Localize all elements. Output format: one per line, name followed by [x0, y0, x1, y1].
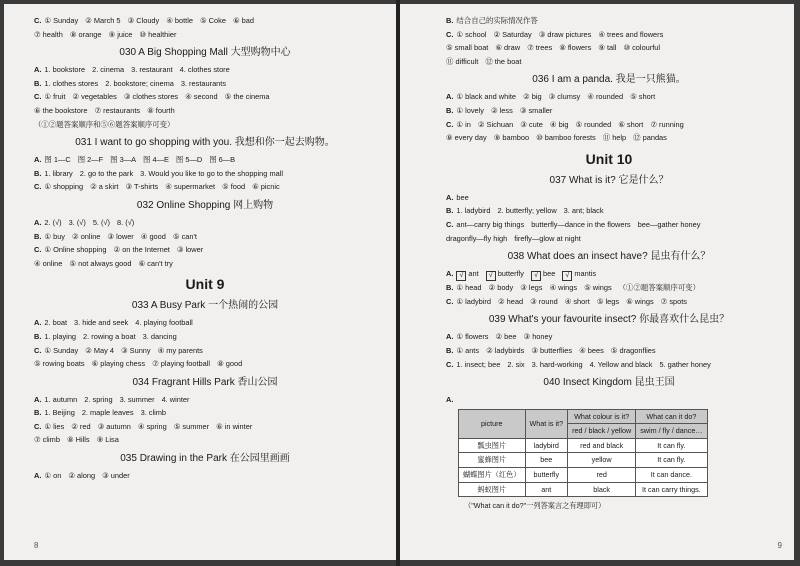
- answer-line: [446, 393, 772, 407]
- answer-item: ③ autumn: [97, 421, 131, 431]
- answer-item: 3. ant; black: [563, 206, 604, 216]
- answer-item: ② less: [490, 105, 513, 115]
- answer-item: 3. restaurants: [180, 78, 227, 88]
- answer-item: ④ bees: [579, 345, 604, 355]
- left-answers: [34, 14, 376, 483]
- answer-item: ① buy: [44, 231, 66, 241]
- answer-line: [446, 90, 772, 104]
- table-cell: red and black: [568, 438, 636, 453]
- answer-item: ① on: [44, 471, 62, 481]
- answer-line: [446, 330, 772, 344]
- table-header: What colour is it?: [568, 409, 636, 424]
- answer-item: ⑩ bamboo forests: [536, 133, 596, 143]
- answer-item: ⑦ running: [650, 119, 684, 129]
- table-row: [459, 438, 708, 453]
- answer-item: 图 6—B: [209, 155, 236, 165]
- answer-item: ⑤ the cinema: [224, 92, 270, 102]
- answer-item: 4. winter: [161, 394, 190, 404]
- checked-option: [562, 267, 596, 281]
- answer-item: 1. Beijing: [44, 408, 75, 418]
- answer-line: [446, 131, 772, 145]
- answer-item: ⑤ short: [630, 92, 656, 102]
- answer-item: ① shopping: [44, 182, 84, 192]
- answer-item: ④ online: [34, 258, 63, 268]
- answer-line: [446, 55, 772, 69]
- answer-line: [446, 295, 772, 309]
- answer-item: ⑤ rounded: [575, 119, 612, 129]
- answer-item: ② May 4: [85, 345, 114, 355]
- answer-item: 2. bookstore; cinema: [105, 78, 174, 88]
- answer-item: ⑥ the bookstore: [34, 105, 88, 115]
- answer-item: ③ Cloudy: [127, 16, 160, 25]
- answer-label: A.: [446, 332, 454, 342]
- option-label: ant: [468, 269, 479, 279]
- answer-label: C.: [34, 245, 42, 255]
- answer-item: 3. hide and seek: [74, 318, 129, 328]
- option-label: bee: [542, 269, 556, 279]
- answer-item: 3. summer: [119, 394, 155, 404]
- answer-item: bee: [456, 192, 469, 202]
- answer-item: ① flowers: [456, 332, 489, 342]
- answer-item: ② on the Internet: [113, 245, 170, 255]
- answer-item: ② a skirt: [90, 182, 119, 192]
- answer-item: ④ big: [549, 119, 569, 129]
- answer-item: 2. cinema: [92, 65, 125, 75]
- section-title: 034 Fragrant Hills Park 香山公园: [132, 376, 278, 388]
- checked-option: [531, 267, 555, 281]
- answer-item: ④ good: [140, 231, 166, 241]
- answer-label: C.: [34, 421, 42, 431]
- answer-line: [34, 243, 376, 257]
- answer-item: ② big: [523, 92, 542, 102]
- answer-item: ⑦ restaurants: [94, 105, 141, 115]
- answer-line: [34, 330, 376, 344]
- section-title: 037 What is it? 它是什么？: [549, 174, 669, 186]
- answer-item: ⑧ fourth: [147, 105, 175, 115]
- answer-item: 2. butterfly; yellow: [497, 206, 557, 216]
- answer-line: [34, 153, 376, 167]
- answer-item: （①②题答案顺序可变）: [618, 283, 700, 293]
- checkbox-answer-row: [446, 267, 772, 281]
- answer-item: ③ draw pictures: [538, 29, 592, 39]
- answer-item: ③ round: [530, 296, 558, 306]
- answer-item: ① ladybird: [456, 296, 491, 306]
- checkmark-icon: √: [562, 271, 572, 281]
- answer-line: [34, 257, 376, 271]
- answer-label: C.: [446, 296, 454, 306]
- answer-item: ③ honey: [523, 332, 553, 342]
- answer-item: ① Online shopping: [44, 245, 107, 255]
- section-title: 035 Drawing in the Park 在公园里画画: [120, 453, 290, 465]
- answer-item: 1. ladybird: [456, 206, 491, 216]
- answer-item: ② bee: [495, 332, 517, 342]
- answer-item: butterfly—dance in the flowers: [531, 219, 631, 229]
- answer-item: bee—gather honey: [637, 219, 701, 229]
- answer-item: ① lovely: [456, 105, 484, 115]
- answer-item: ② red: [71, 421, 91, 431]
- table-cell: 蜜蜂图片: [459, 453, 526, 468]
- answer-item: ③ legs: [520, 283, 543, 293]
- right-page: [400, 4, 794, 560]
- answer-line: [446, 41, 772, 55]
- table-cell: black: [568, 482, 636, 497]
- answer-label: C.: [446, 29, 454, 39]
- answer-item: ⑫ the boat: [485, 56, 522, 66]
- answer-label: A.: [34, 471, 42, 481]
- answer-item: ① fruit: [44, 92, 66, 102]
- answer-label: B.: [446, 283, 454, 293]
- answer-label: A.: [34, 318, 42, 328]
- answer-line: [34, 14, 376, 28]
- checked-option: [486, 267, 524, 281]
- answer-item: ⑧ every day: [446, 133, 487, 143]
- answer-label: C.: [446, 119, 454, 129]
- answer-label: B.: [34, 231, 42, 241]
- table-cell: 瓢虫图片: [459, 438, 526, 453]
- answer-item: ① lies: [44, 421, 65, 431]
- answer-line: [446, 218, 772, 232]
- answer-item: ② vegetables: [72, 92, 117, 102]
- answer-item: ⑤ can't: [172, 231, 197, 241]
- answer-item: ⑦ climb: [34, 435, 60, 445]
- checkmark-icon: √: [456, 271, 466, 281]
- answer-line: [34, 77, 376, 91]
- answer-item: 2. spring: [84, 394, 113, 404]
- answer-item: 结合自己的实际情况作答: [456, 16, 538, 25]
- answer-item: ⑩ healthier: [139, 29, 177, 39]
- checked-option: [456, 267, 478, 281]
- answer-item: 1. autumn: [44, 394, 78, 404]
- answer-item: ⑥ wings: [626, 296, 654, 306]
- answer-label: A.: [34, 394, 42, 404]
- answer-line: [446, 232, 772, 246]
- answer-item: ③ Sunny: [120, 345, 151, 355]
- answer-item: 4. Yellow and black: [589, 359, 653, 369]
- answer-item: ⑥ short: [618, 119, 644, 129]
- answer-item: 2. (√): [44, 217, 62, 227]
- right-answers: [446, 14, 772, 513]
- page-number-right: 9: [777, 541, 782, 550]
- answer-item: 1. insect; bee: [456, 359, 501, 369]
- answer-label: C.: [446, 359, 454, 369]
- answer-item: ⑦ playing football: [152, 359, 211, 369]
- answer-item: ② online: [72, 231, 101, 241]
- answer-item: firefly—glow at night: [514, 233, 581, 243]
- answer-line: [446, 14, 772, 28]
- answer-line: [446, 344, 772, 358]
- answer-line: [34, 433, 376, 447]
- answer-item: 图 2—F: [77, 155, 104, 165]
- answer-item: ③ lower: [176, 245, 204, 255]
- left-page: [4, 4, 396, 560]
- answer-label: B.: [446, 345, 454, 355]
- answer-line: [446, 118, 772, 132]
- answer-item: 2. go to the park: [79, 168, 134, 178]
- table-row: [459, 453, 708, 468]
- answer-line: [34, 216, 376, 230]
- table-cell: 蝴蝶图片（红色）: [459, 468, 526, 483]
- answer-item: ④ wings: [549, 283, 578, 293]
- table-cell: ladybird: [525, 438, 568, 453]
- answer-item: 2. six: [507, 359, 525, 369]
- answer-item: ⑥ can't try: [138, 258, 173, 268]
- answer-item: 4. clothes store: [179, 65, 230, 75]
- answer-item: ⑨ Lisa: [96, 435, 119, 445]
- answer-item: 图 4—E: [143, 155, 169, 165]
- answer-item: 3. Would you like to go to the shopping mall: [140, 168, 284, 178]
- answer-item: ④ bottle: [166, 16, 193, 25]
- answer-item: ① Sunday: [44, 345, 79, 355]
- table-subheader: red / black / yellow: [568, 424, 636, 439]
- answer-line: [34, 180, 376, 194]
- answer-label: A.: [34, 155, 42, 165]
- answer-item: ⑫ pandas: [633, 133, 667, 143]
- answer-item: ant—carry big things: [456, 219, 525, 229]
- answer-item: ④ spring: [137, 421, 167, 431]
- answer-item: ⑪ difficult: [446, 56, 479, 66]
- answer-item: ⑨ tall: [598, 43, 617, 53]
- answer-line: [446, 358, 772, 372]
- answer-item: 图 1—C: [44, 155, 71, 165]
- answer-item: ⑤ dragonflies: [610, 345, 656, 355]
- answer-item: 1. bookstore: [44, 65, 86, 75]
- answer-item: ② Sichuan: [477, 119, 514, 129]
- answer-item: ④ trees and flowers: [598, 29, 664, 39]
- answer-item: ③ smaller: [519, 105, 553, 115]
- answer-item: ⑤ Coke: [200, 16, 226, 25]
- table-cell: It can carry things.: [636, 482, 707, 497]
- answer-label: B.: [446, 105, 454, 115]
- answer-item: ① black and white: [456, 92, 517, 102]
- table-cell: red: [568, 468, 636, 483]
- table-header: What is it?: [525, 409, 568, 438]
- answer-label: C.: [34, 182, 42, 192]
- answer-item: ② Saturday: [493, 29, 532, 39]
- answer-item: ⑧ flowers: [559, 43, 592, 53]
- checkmark-icon: √: [531, 271, 541, 281]
- answer-item: ⑥ bad: [232, 16, 254, 25]
- answer-item: 5. (√): [92, 217, 111, 227]
- answer-label: B.: [446, 206, 454, 216]
- answer-item: 2. rowing a boat: [83, 331, 136, 341]
- answer-item: ⑥ in winter: [216, 421, 253, 431]
- right-mid-block: [446, 281, 772, 407]
- answer-label: A.: [446, 395, 454, 405]
- answer-item: 图 5—D: [175, 155, 203, 165]
- answer-item: ② head: [497, 296, 524, 306]
- answer-item: ⑥ playing chess: [91, 359, 146, 369]
- section-title: 036 I am a panda. 我是一只熊猫。: [532, 74, 686, 86]
- table-cell: It can fly.: [636, 453, 707, 468]
- answer-item: 8. (√): [117, 217, 135, 227]
- answer-label: A.: [446, 192, 454, 202]
- answer-item: dragonfly—fly high: [446, 233, 508, 243]
- answer-label: C.: [34, 92, 42, 102]
- answer-item: ⑤ small boat: [446, 43, 489, 53]
- answer-line: [34, 357, 376, 371]
- answer-item: ③ lower: [107, 231, 134, 241]
- answer-line: [446, 281, 772, 295]
- answer-item: ① school: [456, 29, 487, 39]
- table-note: （"What can it do?"一列答案言之有理即可）: [464, 501, 606, 511]
- answer-label: A.: [446, 269, 454, 279]
- answer-item: ④ my parents: [157, 345, 203, 355]
- option-label: butterfly: [497, 269, 524, 279]
- answer-item: ⑤ not always good: [69, 258, 132, 268]
- answer-item: 2. boat: [44, 318, 68, 328]
- answer-line: [34, 118, 376, 132]
- answer-item: ⑦ health: [34, 29, 63, 39]
- answer-item: ② March 5: [85, 16, 121, 25]
- answer-item: ⑤ wings: [584, 283, 612, 293]
- answer-label: A.: [34, 65, 42, 75]
- answer-line: [446, 204, 772, 218]
- answer-item: ④ rounded: [587, 92, 624, 102]
- answer-label: A.: [446, 92, 454, 102]
- answer-item: ⑦ spots: [660, 296, 687, 306]
- answer-line: [34, 104, 376, 118]
- answer-item: 3. restaurant: [131, 65, 173, 75]
- answer-item: ④ short: [564, 296, 590, 306]
- answer-line: [34, 316, 376, 330]
- answer-item: ⑤ legs: [596, 296, 620, 306]
- answer-item: 3. hard-working: [531, 359, 583, 369]
- answer-item: ⑤ rowing boats: [34, 359, 85, 369]
- answer-item: 图 3—A: [110, 155, 137, 165]
- section-title: 038 What does an insect have? 昆虫有什么？: [507, 251, 711, 263]
- answer-item: ③ under: [102, 471, 130, 481]
- section-title: 031 I want to go shopping with you. 我想和你一起去购物。: [75, 137, 335, 149]
- answer-item: ④ second: [185, 92, 218, 102]
- table-cell: bee: [525, 453, 568, 468]
- answer-item: ③ T-shirts: [125, 182, 159, 192]
- answer-label: B.: [446, 16, 454, 25]
- answer-item: ⑪ help: [602, 133, 627, 143]
- answer-line: [34, 469, 376, 483]
- answer-item: ③ clothes stores: [123, 92, 179, 102]
- answer-label: C.: [34, 16, 42, 25]
- page-number-left: 8: [34, 541, 39, 550]
- answer-item: ⑧ orange: [69, 29, 102, 39]
- answer-item: 1. playing: [44, 331, 77, 341]
- answer-label: C.: [446, 219, 454, 229]
- answer-item: ⑧ good: [217, 359, 243, 369]
- answer-line: [446, 104, 772, 118]
- answer-line: [34, 393, 376, 407]
- answer-item: ③ cute: [520, 119, 543, 129]
- answer-label: C.: [34, 345, 42, 355]
- answer-line: [34, 344, 376, 358]
- answer-item: 3. climb: [140, 408, 167, 418]
- answer-item: ③ clumsy: [548, 92, 581, 102]
- answer-item: ① ants: [456, 345, 480, 355]
- answer-item: 1. library: [44, 168, 73, 178]
- table-row: [459, 482, 708, 497]
- answer-item: ① Sunday: [44, 16, 79, 25]
- answer-line: [34, 406, 376, 420]
- answer-item: ⑥ draw: [495, 43, 521, 53]
- answer-line: [34, 420, 376, 434]
- option-label: mantis: [574, 269, 597, 279]
- answer-item: 3. dancing: [142, 331, 177, 341]
- answer-line: [34, 230, 376, 244]
- table-cell: ant: [525, 482, 568, 497]
- answer-item: ① head: [456, 283, 482, 293]
- answer-item: ⑨ juice: [108, 29, 133, 39]
- answer-item: 5. gather honey: [659, 359, 711, 369]
- table-cell: It can dance.: [636, 468, 707, 483]
- answer-item: 3. (√): [68, 217, 86, 227]
- table-cell: yellow: [568, 453, 636, 468]
- answer-item: ② body: [488, 283, 514, 293]
- table-cell: butterfly: [525, 468, 568, 483]
- answer-label: B.: [34, 408, 42, 418]
- checkmark-icon: √: [486, 271, 496, 281]
- answer-item: ③ butterflies: [531, 345, 573, 355]
- section-title: 033 A Busy Park 一个热闹的公园: [131, 300, 279, 312]
- answer-item: ⑤ food: [222, 182, 246, 192]
- answer-label: B.: [34, 168, 42, 178]
- table-cell: 蚂蚁图片: [459, 482, 526, 497]
- answer-item: 4. playing football: [135, 318, 193, 328]
- answer-item: 2. maple leaves: [81, 408, 134, 418]
- answer-item: ⑤ summer: [173, 421, 210, 431]
- table-subheader: swim / fly / dance…: [636, 424, 707, 439]
- answer-item: ⑦ trees: [527, 43, 553, 53]
- answer-item: ⑥ picnic: [252, 182, 280, 192]
- answer-line: [34, 167, 376, 181]
- table-header: picture: [459, 409, 526, 438]
- answer-item: 1. clothes stores: [44, 78, 99, 88]
- answer-item: ⑩ colourful: [623, 43, 661, 53]
- section-title: 039 What's your favourite insect? 你最喜欢什么昆虫？: [488, 314, 730, 326]
- answer-item: ⑨ bamboo: [493, 133, 530, 143]
- table-header: What can it do?: [636, 409, 707, 424]
- insect-kingdom-table: [458, 409, 708, 498]
- unit-heading: Unit 9: [185, 276, 225, 293]
- answer-item: ⑧ Hills: [66, 435, 90, 445]
- answer-line: [34, 28, 376, 42]
- section-title: 032 Online Shopping 网上购物: [136, 199, 274, 211]
- answer-label: B.: [34, 78, 42, 88]
- answer-item: ④ supermarket: [165, 182, 216, 192]
- right-top-block: [446, 14, 772, 265]
- answer-label: B.: [34, 331, 42, 341]
- answer-line: [446, 191, 772, 205]
- section-title: 030 A Big Shopping Mall 大型购物中心: [119, 47, 291, 59]
- table-row: [459, 468, 708, 483]
- answer-item: ① in: [456, 119, 471, 129]
- answer-label: A.: [34, 217, 42, 227]
- section-title: 040 Insect Kingdom 昆虫王国: [543, 377, 675, 389]
- answer-item: ② ladybirds: [486, 345, 525, 355]
- table-cell: It can fly.: [636, 438, 707, 453]
- answer-line: [34, 90, 376, 104]
- unit-heading: Unit 10: [585, 150, 633, 167]
- answer-line: [446, 28, 772, 42]
- answer-item: （①②题答案顺序和⑤⑥题答案顺序可变）: [34, 119, 175, 129]
- answer-line: [34, 63, 376, 77]
- answer-item: ② along: [68, 471, 96, 481]
